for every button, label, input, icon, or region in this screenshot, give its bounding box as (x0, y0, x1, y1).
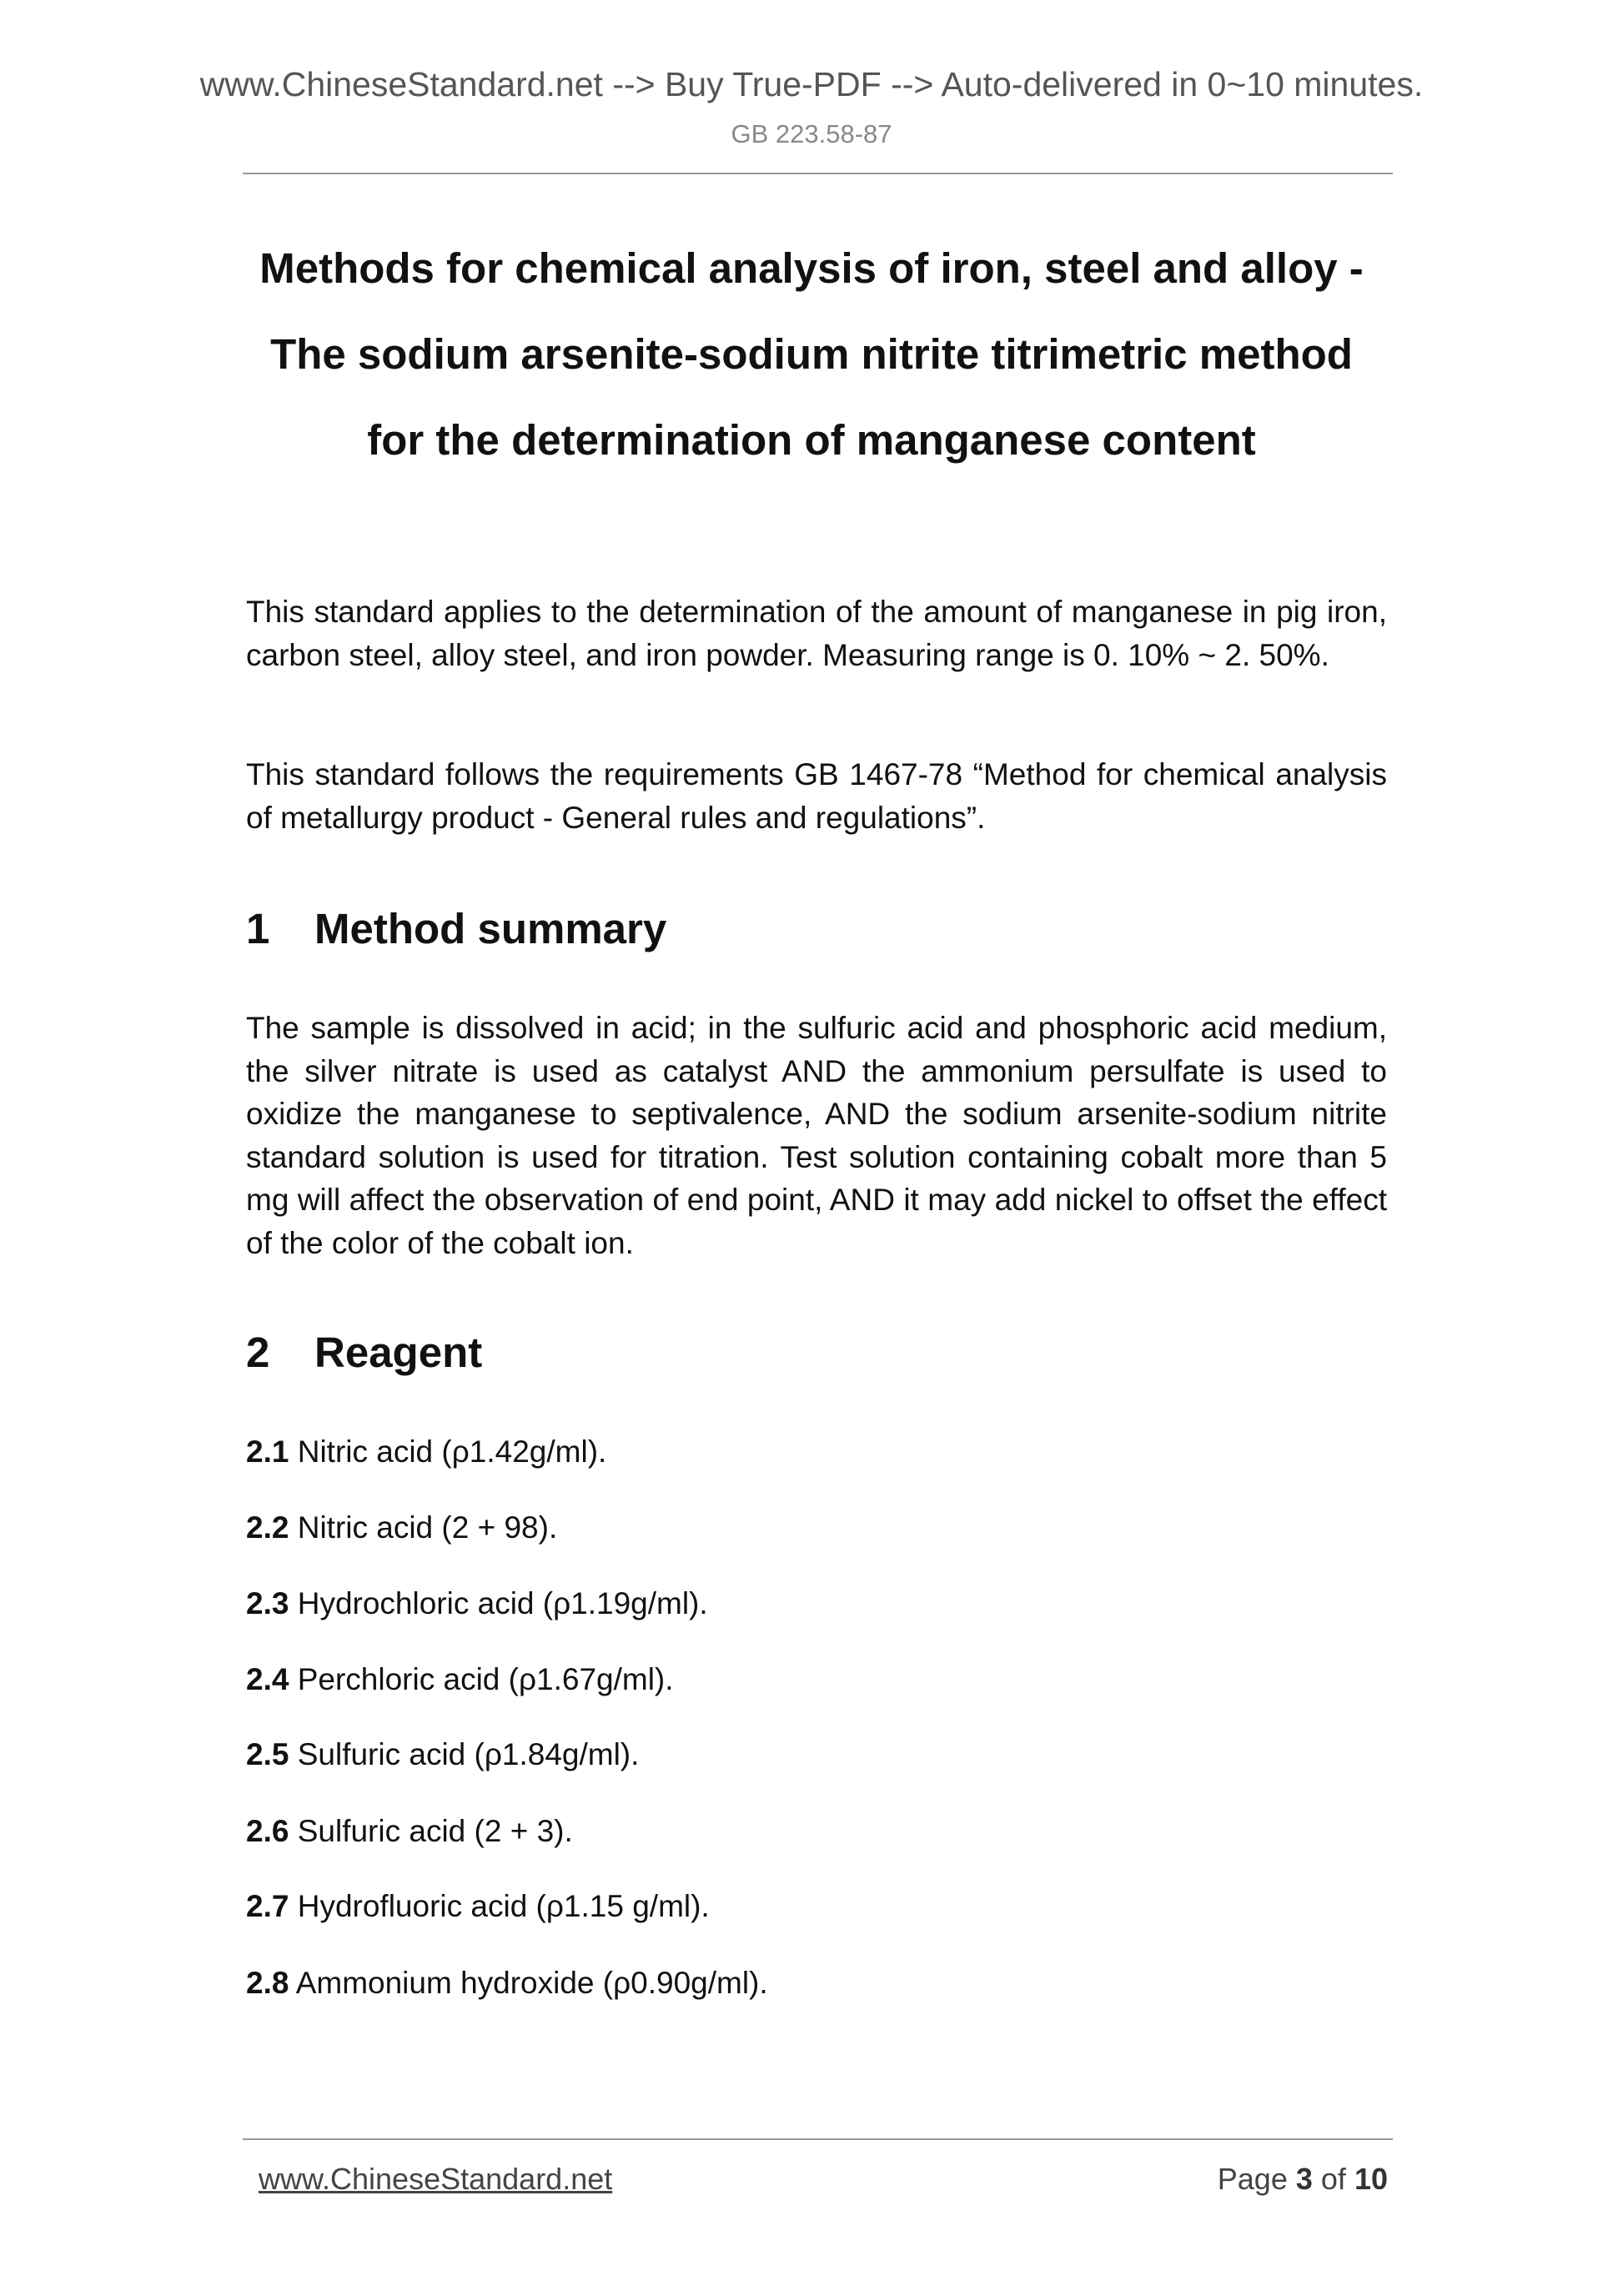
footer-website-link[interactable]: www.ChineseStandard.net (259, 2162, 613, 2196)
section-number: 1 (246, 905, 270, 952)
item-number: 2.4 (246, 1662, 289, 1696)
item-number: 2.8 (246, 1966, 289, 2000)
title-line-1: Methods for chemical analysis of iron, steel and alloy - (259, 244, 1364, 292)
reagent-item (246, 1662, 674, 1697)
item-text: Sulfuric acid (ρ1.84g/ml). (297, 1737, 640, 1771)
page-of-label: of (1320, 2162, 1346, 2196)
item-text: Nitric acid (ρ1.42g/ml). (297, 1434, 607, 1469)
header-banner: www.ChineseStandard.net --> Buy True-PDF --> Auto-delivered in 0~10 minutes. (199, 65, 1424, 103)
item-text: Sulfuric acid (2 + 3). (297, 1814, 573, 1848)
total-pages: 10 (1354, 2162, 1388, 2196)
reagent-item (246, 1434, 606, 1470)
intro-paragraph-reference: This standard follows the requirements GB 1467-78 “Method for chemical analysis of metallurgy product - General rules and regulations”. (246, 757, 1387, 835)
section-title: Reagent (314, 1329, 483, 1376)
page-label: Page (1217, 2162, 1288, 2196)
intro-paragraph-scope: This standard applies to the determination of the amount of manganese in pig iron, carbon steel, alloy steel, and iron powder. Measuring range is 0. 10% ~ 2. 50%. (246, 595, 1387, 672)
item-number: 2.1 (246, 1434, 289, 1469)
item-text: Hydrochloric acid (ρ1.19g/ml). (297, 1586, 708, 1620)
reagent-item (246, 1966, 768, 2001)
item-text: Perchloric acid (ρ1.67g/ml). (297, 1662, 674, 1696)
item-number: 2.2 (246, 1510, 289, 1545)
item-text: Nitric acid (2 + 98). (297, 1510, 558, 1545)
section-heading-reagent (246, 1328, 482, 1377)
section-heading-method-summary (246, 904, 666, 953)
item-text: Hydrofluoric acid (ρ1.15 g/ml). (297, 1889, 710, 1923)
section-title: Method summary (314, 905, 667, 952)
title-line-2: The sodium arsenite-sodium nitrite titrimetric method (270, 330, 1353, 378)
method-summary-text: The sample is dissolved in acid; in the sulfuric acid and phosphoric acid medium, the silver nitrate is used as catalyst AND the ammonium persulfate is used to oxidize the manganese to septivalence, AND the sodium arsenite-sodium nitrite standard solution is used for titration. Test solution containing cobalt more than 5 mg will affect the observation of end point, AND it may add nickel to offset the effect of the color of the cobalt ion. (246, 1011, 1387, 1260)
title-line-3: for the determination of manganese content (367, 416, 1256, 464)
reagent-item (246, 1586, 708, 1621)
page-indicator (1218, 2162, 1388, 2197)
reagent-item (246, 1737, 639, 1772)
reagent-item (246, 1889, 710, 1924)
item-number: 2.3 (246, 1586, 289, 1620)
section-number: 2 (246, 1329, 270, 1376)
reagent-item (246, 1510, 557, 1545)
header-divider (243, 173, 1393, 174)
reagent-item (246, 1814, 573, 1849)
item-number: 2.6 (246, 1814, 289, 1848)
item-text: Ammonium hydroxide (ρ0.90g/ml). (295, 1966, 768, 2000)
item-number: 2.7 (246, 1889, 289, 1923)
document-title (0, 225, 1623, 483)
item-number: 2.5 (246, 1737, 289, 1771)
current-page: 3 (1295, 2162, 1313, 2196)
footer-divider (243, 2138, 1393, 2140)
document-code: GB 223.58-87 (731, 119, 892, 148)
